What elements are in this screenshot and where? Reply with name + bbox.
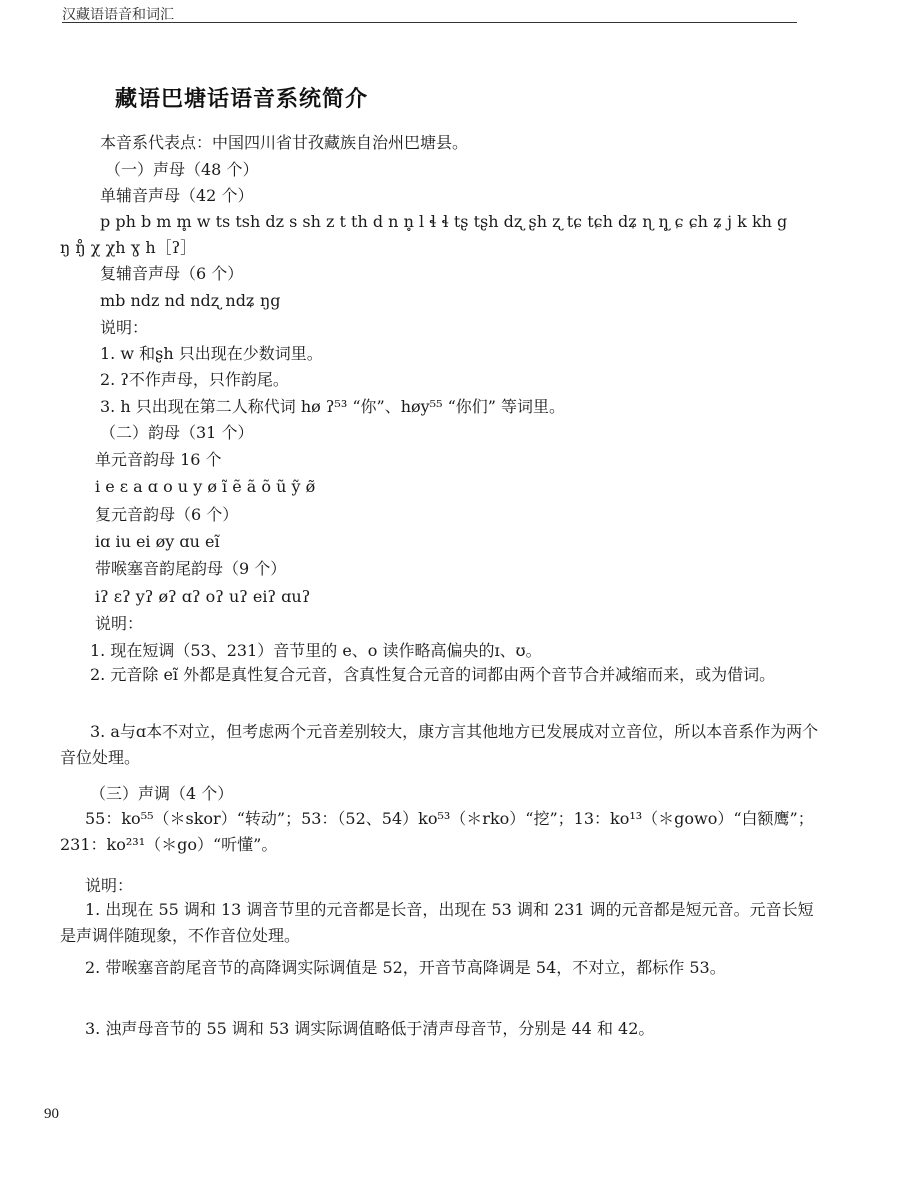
note-item: 1. 现在短调（53、231）音节里的 e、o 读作略高偏央的ɪ、ʊ。 <box>90 641 542 660</box>
page-number: 90 <box>44 1106 59 1122</box>
note-item: 3. h 只出现在第二人称代词 hø ʔ⁵³ “你”、høy⁵⁵ “你们” 等词里。 <box>100 397 566 416</box>
vowel-list: i e ɛ a ɑ o u y ø ĩ ẽ ã õ ũ ỹ ø̃ <box>95 477 316 496</box>
text-line: 复辅音声母（6 个） <box>100 264 244 283</box>
text-line: 本音系代表点：中国四川省甘孜藏族自治州巴塘县。 <box>100 133 469 152</box>
note-item: 2. 元音除 eĩ 外都是真性复合元音，含真性复合元音的词都由两个音节合并减缩而来，或为借词。 <box>90 665 776 684</box>
header-rule <box>62 22 797 23</box>
text-line: 复元音韵母（6 个） <box>95 505 239 524</box>
subsection-heading: （三）声调（4 个） <box>90 784 234 803</box>
consonant-list: p ph b m m̥ w ts tsh dz s sh z t th d n n̥ l ɬ ɬ tʂ tʂh dʐ ʂh ʐ tɕ tɕh dʑ ɳ ɳ̥ ɕ ɕh ʑ j k kh g <box>100 212 788 231</box>
text-line: 单辅音声母（42 个） <box>100 186 254 205</box>
vowel-list: iʔ ɛʔ yʔ øʔ ɑʔ oʔ uʔ eiʔ ɑuʔ <box>95 587 311 606</box>
section-title: 藏语巴塘话语音系统简介 <box>115 87 369 112</box>
tone-examples: 55：ko⁵⁵（＊skor）“转动”；53：（52、54）ko⁵³（＊rko）“挖”；13：ko¹³（＊gowo）“白额鹰”；231：ko²³¹（＊go）“听懂”。 <box>60 809 814 854</box>
text-line: 带喉塞音韵尾韵母（9 个） <box>95 559 287 578</box>
consonant-list: ŋ ŋ̊ χ χh ɣ h［ʔ］ <box>60 238 197 257</box>
subsection-heading: （一）声母（48 个） <box>105 160 259 179</box>
notes-heading: 说明： <box>100 318 149 337</box>
vowel-list: iɑ iu ei øy ɑu eĩ <box>95 532 220 551</box>
text-line: 单元音韵母 16 个 <box>95 450 222 469</box>
notes-heading: 说明： <box>85 876 134 895</box>
note-item: 1. 出现在 55 调和 13 调音节里的元音都是长音，出现在 53 调和 231 调的元音都是短元音。元音长短是声调伴随现象，不作音位处理。 <box>60 900 814 945</box>
running-header: 汉藏语语音和词汇 <box>62 7 174 23</box>
consonant-list: mb ndz nd ndʐ ndʑ ŋg <box>100 291 281 310</box>
note-item: 3. 浊声母音节的 55 调和 53 调实际调值略低于清声母音节，分别是 44 和 42。 <box>85 1019 655 1038</box>
notes-heading: 说明： <box>95 614 144 633</box>
note-item: 3. a与ɑ本不对立，但考虑两个元音差别较大，康方言其他地方已发展成对立音位，所以本音系作为两个音位处理。 <box>60 722 819 767</box>
note-item: 2. ʔ不作声母，只作韵尾。 <box>100 370 289 389</box>
note-item: 1. w 和ʂh 只出现在少数词里。 <box>100 344 323 363</box>
subsection-heading: （二）韵母（31 个） <box>100 423 254 442</box>
note-item: 2. 带喉塞音韵尾音节的高降调实际调值是 52，开音节高降调是 54，不对立，都标作 53。 <box>85 958 726 977</box>
